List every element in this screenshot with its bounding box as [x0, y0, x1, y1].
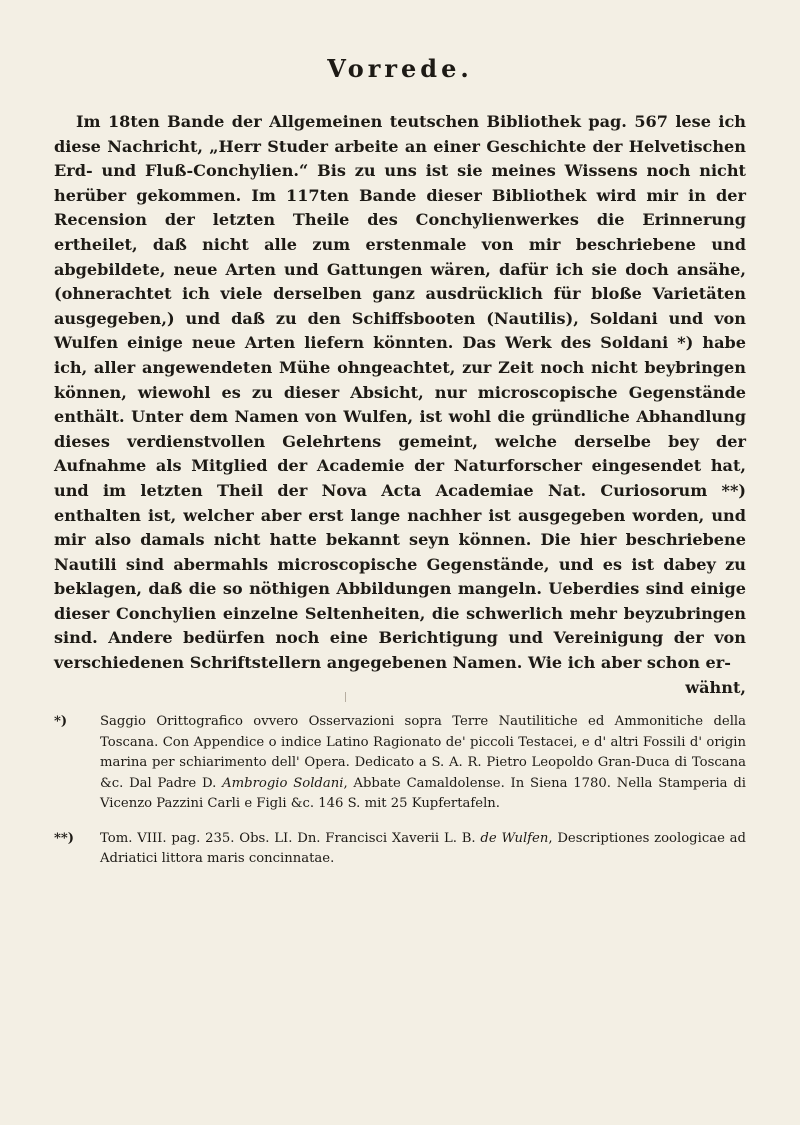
footnote-text-part: , Descriptiones zoologicae ad Adriatici littora maris concinnatae. [100, 830, 746, 866]
footnote-text-part: , Abbate Camaldolense. In Siena 1780. Nella Stamperia di Vicenzo Pazzini Carli e Figli &c. 146 S. mit 25 Kupfertafeln. [100, 775, 746, 811]
main-paragraph: Im 18ten Bande der Allgemeinen teutschen Bibliothek pag. 567 lese ich diese Nachricht, „Herr Studer arbeite an einer Geschichte der Helvetischen Erd- und Fluß-Conchylien.“ Bis zu uns ist sie meines Wissens noch nicht herüber gekommen. Im 117ten Bande dieser Bibliothek wird mir in der Recension der letzten Theile des Conchylienwerkes die Erinnerung ertheilet, daß nicht alle zum erstenmale von mir beschriebene und abgebildete, neue Arten und Gattungen wären, dafür ich sie doch ansähe, (ohnerachtet ich viele derselben ganz ausdrücklich für bloße Varietäten ausgegeben,) und daß zu den Schiffsbooten (Nautilis), Soldani und von Wulfen einige neue Arten liefern könnten. Das Werk des Soldani *) habe ich, aller angewendeten Mühe ohngeachtet, zur Zeit noch nicht beybringen können, wiewohl es zu dieser Absicht, nur microscopische Gegenstände enthält. Unter dem Namen von Wulfen, ist wohl die gründliche Abhandlung dieses verdienstvollen Gelehrtens gemeint, welche derselbe bey der Aufnahme als Mitglied der Academie der Naturforscher eingesendet hat, und im letzten Theil der Nova Acta Academiae Nat. Curiosorum **) enthalten ist, welcher aber erst lange nachher ist ausgegeben worden, und mir also damals nicht hatte bekannt seyn können. Die hier beschriebene Nautili sind abermahls microscopische Gegenstände, und es ist dabey zu beklagen, daß die so nöthigen Abbildungen mangeln. Ueberdies sind einige dieser Conchylien einzelne Seltenheiten, die schwerlich mehr beyzubringen sind. Andere bedürfen noch eine Berichtigung und Vereinigung der von verschiedenen Schriftstellern angegebenen Namen. Wie ich aber schon er- [54, 112, 746, 673]
footnote-2 [54, 829, 746, 870]
footnote-author: de Wulfen [480, 830, 549, 846]
section-divider [345, 692, 346, 702]
continuation-word: wähnt, [685, 677, 746, 697]
main-text [54, 110, 746, 700]
footnote-marker: *) [54, 714, 68, 729]
footnote-author: Ambrogio Soldani [222, 775, 344, 791]
footnotes [54, 712, 746, 884]
footnote-marker: **) [54, 830, 75, 846]
footnote-1 [54, 712, 746, 815]
footnote-text [100, 712, 746, 815]
footnote-text-part: Saggio Orittografico ovvero Osservazioni sopra Terre Nautilitiche ed Ammonitiche della Toscana. Con Appendice o indice Latino Ragionato de' piccoli Testacei, e d' altri Fossili d' origin marina per schiarimento dell' Opera. Dedicato a S. A. R. Pietro Leopoldo Gran-Duca di Toscana &c. Dal Padre D. [100, 714, 746, 791]
footnote-text [100, 829, 746, 870]
footnote-text-part: Tom. VIII. pag. 235. Obs. LI. Dn. Francisci Xaverii L. B. [100, 830, 476, 846]
page-title: Vorrede. [327, 54, 473, 83]
